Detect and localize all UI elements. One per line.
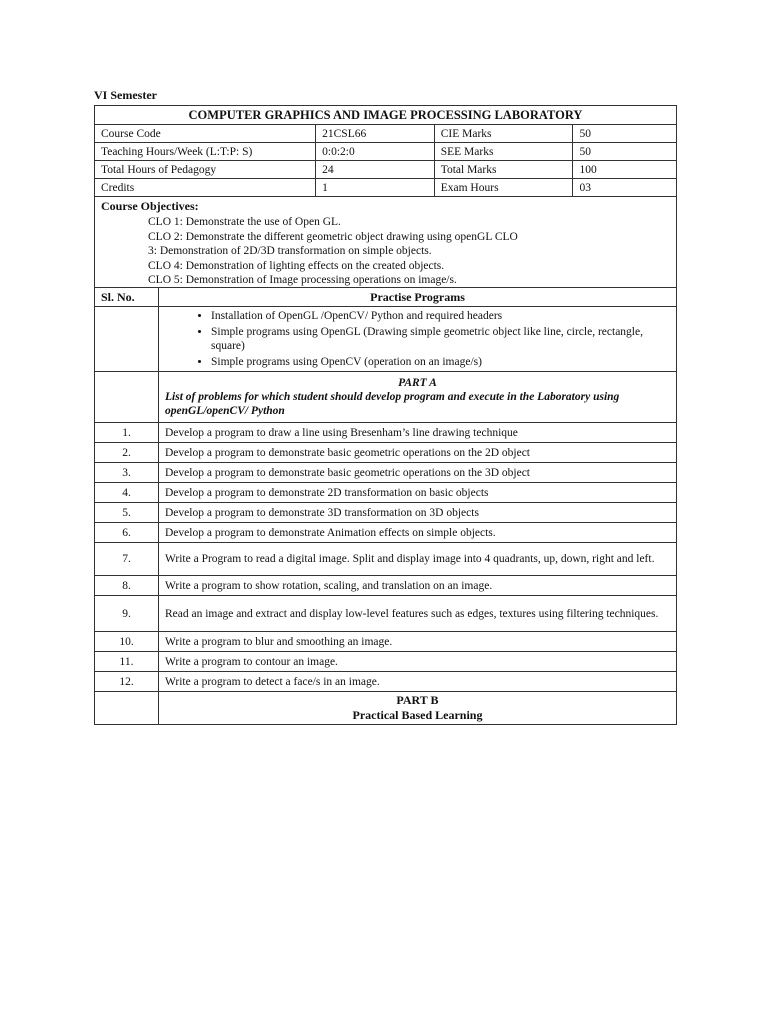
practise-list — [165, 309, 670, 369]
cell-value: 0:0:2:0 — [316, 143, 435, 161]
table-row — [95, 543, 677, 576]
sl-no: 9. — [95, 596, 159, 632]
programs-table — [94, 288, 677, 725]
cell-value: 03 — [573, 179, 677, 197]
cell-label: Course Code — [95, 125, 316, 143]
table-row — [95, 672, 677, 692]
cell-value: 50 — [573, 143, 677, 161]
practise-programs-row — [95, 307, 677, 372]
objectives-list — [148, 215, 518, 288]
sl-no: 2. — [95, 443, 159, 463]
table-row — [95, 483, 677, 503]
table-row — [95, 443, 677, 463]
program-text: Write a program to blur and smoothing an image. — [159, 632, 677, 652]
program-text: Develop a program to demonstrate Animation effects on simple objects. — [159, 523, 677, 543]
sl-no: 3. — [95, 463, 159, 483]
course-info-row — [95, 125, 677, 143]
course-info-row — [95, 143, 677, 161]
cell-value: 50 — [573, 125, 677, 143]
cell-label: Credits — [95, 179, 316, 197]
sl-no: 10. — [95, 632, 159, 652]
sl-no: 8. — [95, 576, 159, 596]
table-row — [95, 423, 677, 443]
sl-no: 1. — [95, 423, 159, 443]
program-text: Develop a program to demonstrate 2D transformation on basic objects — [159, 483, 677, 503]
cell-label: Total Marks — [434, 161, 573, 179]
cell-label: SEE Marks — [434, 143, 573, 161]
course-title: COMPUTER GRAPHICS AND IMAGE PROCESSING LABORATORY — [95, 106, 677, 125]
table-row — [95, 596, 677, 632]
program-text: Write a program to detect a face/s in an image. — [159, 672, 677, 692]
part-a-description: List of problems for which student should develop program and execute in the Laboratory using openGL/openCV/ Python — [165, 391, 620, 417]
program-text: Read an image and extract and display low-level features such as edges, textures using filtering techniques. — [159, 596, 677, 632]
objectives-heading: Course Objectives: — [101, 199, 199, 213]
cell-value: 24 — [316, 161, 435, 179]
practise-programs-header: Practise Programs — [159, 288, 677, 307]
program-text: Develop a program to demonstrate basic geometric operations on the 3D object — [159, 463, 677, 483]
objective-line: CLO 1: Demonstrate the use of Open GL. — [148, 216, 341, 228]
list-item: • Simple programs using OpenGL (Drawing simple geometric object like line, circle, rectangle, square) — [211, 325, 670, 354]
program-text: Develop a program to demonstrate basic geometric operations on the 2D object — [159, 443, 677, 463]
table-row — [95, 503, 677, 523]
cell-label: Exam Hours — [434, 179, 573, 197]
program-text: Develop a program to demonstrate 3D transformation on 3D objects — [159, 503, 677, 523]
course-info-row — [95, 161, 677, 179]
part-a-title: PART A — [398, 377, 437, 389]
sl-no: 5. — [95, 503, 159, 523]
cell-label: CIE Marks — [434, 125, 573, 143]
sl-no: 6. — [95, 523, 159, 543]
part-b-row — [95, 692, 677, 725]
objective-line: CLO 5: Demonstration of Image processing operations on image/s. — [148, 274, 457, 286]
part-b-title: PART B — [396, 693, 439, 707]
program-text: Write a program to show rotation, scaling, and translation on an image. — [159, 576, 677, 596]
program-text: Write a Program to read a digital image. Split and display image into 4 quadrants, up, down, right and left. — [159, 543, 677, 576]
cell-label: Total Hours of Pedagogy — [95, 161, 316, 179]
table-row — [95, 652, 677, 672]
sl-no: 11. — [95, 652, 159, 672]
objective-line: CLO 2: Demonstrate the different geometric object drawing using openGL CLO — [148, 230, 518, 243]
objective-line: CLO 4: Demonstration of lighting effects on the created objects. — [148, 259, 445, 272]
cell-label: Teaching Hours/Week (L:T:P: S) — [95, 143, 316, 161]
course-info-table — [94, 105, 677, 197]
sl-no: 12. — [95, 672, 159, 692]
part-b-subtitle: Practical Based Learning — [352, 708, 483, 722]
objective-line: 3: Demonstration of 2D/3D transformation on simple objects. — [148, 245, 432, 257]
sl-no-header: Sl. No. — [95, 288, 159, 307]
table-row — [95, 463, 677, 483]
table-row — [95, 632, 677, 652]
cell-value: 1 — [316, 179, 435, 197]
table-row — [95, 523, 677, 543]
sl-no: 4. — [95, 483, 159, 503]
semester-label: VI Semester — [94, 88, 157, 102]
course-info-row — [95, 179, 677, 197]
part-a-row — [95, 372, 677, 423]
list-item: • Simple programs using OpenCV (operation on an image/s) — [211, 355, 670, 370]
cell-value: 100 — [573, 161, 677, 179]
sl-no: 7. — [95, 543, 159, 576]
cell-value: 21CSL66 — [316, 125, 435, 143]
program-text: Write a program to contour an image. — [159, 652, 677, 672]
programs-header-row — [95, 288, 677, 307]
program-text: Develop a program to draw a line using Bresenham’s line drawing technique — [159, 423, 677, 443]
course-objectives — [94, 196, 677, 288]
table-row — [95, 576, 677, 596]
list-item: • Installation of OpenGL /OpenCV/ Python and required headers — [211, 309, 670, 324]
